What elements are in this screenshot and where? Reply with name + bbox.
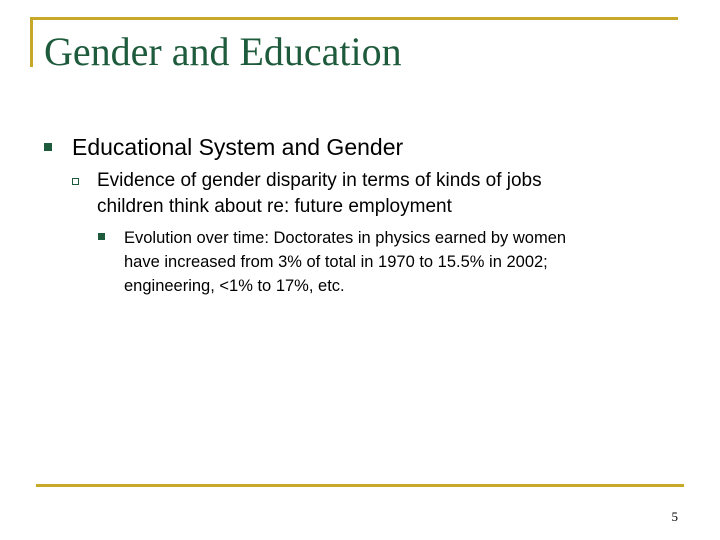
bullet-level-1-line: Educational System and Gender: [72, 134, 404, 160]
bullet-level-2-line: Evidence of gender disparity in terms of kinds of jobs: [97, 170, 542, 191]
page-number: 5: [671, 509, 678, 524]
bullet-level-3: [124, 226, 566, 298]
filled-square-bullet-icon: [98, 233, 105, 240]
hollow-square-bullet-icon: [72, 178, 79, 185]
top-left-rule: [30, 17, 33, 67]
bullet-level-2-line: children think about re: future employment: [97, 196, 452, 217]
bullet-level-3-line: Evolution over time: Doctorates in physics earned by women: [124, 229, 567, 247]
filled-square-bullet-icon: [44, 143, 52, 151]
bullet-level-2: [97, 168, 542, 220]
bullet-level-3-line: have increased from 3% of total in 1970 to 15.5% in 2002;: [124, 253, 548, 271]
top-rule: [30, 17, 678, 20]
bullet-level-3-line: engineering, <1% to 17%, etc.: [124, 277, 345, 295]
bottom-rule: [36, 484, 684, 487]
bullet-level-1: [72, 132, 403, 162]
slide-title: Gender and Education: [44, 29, 402, 74]
